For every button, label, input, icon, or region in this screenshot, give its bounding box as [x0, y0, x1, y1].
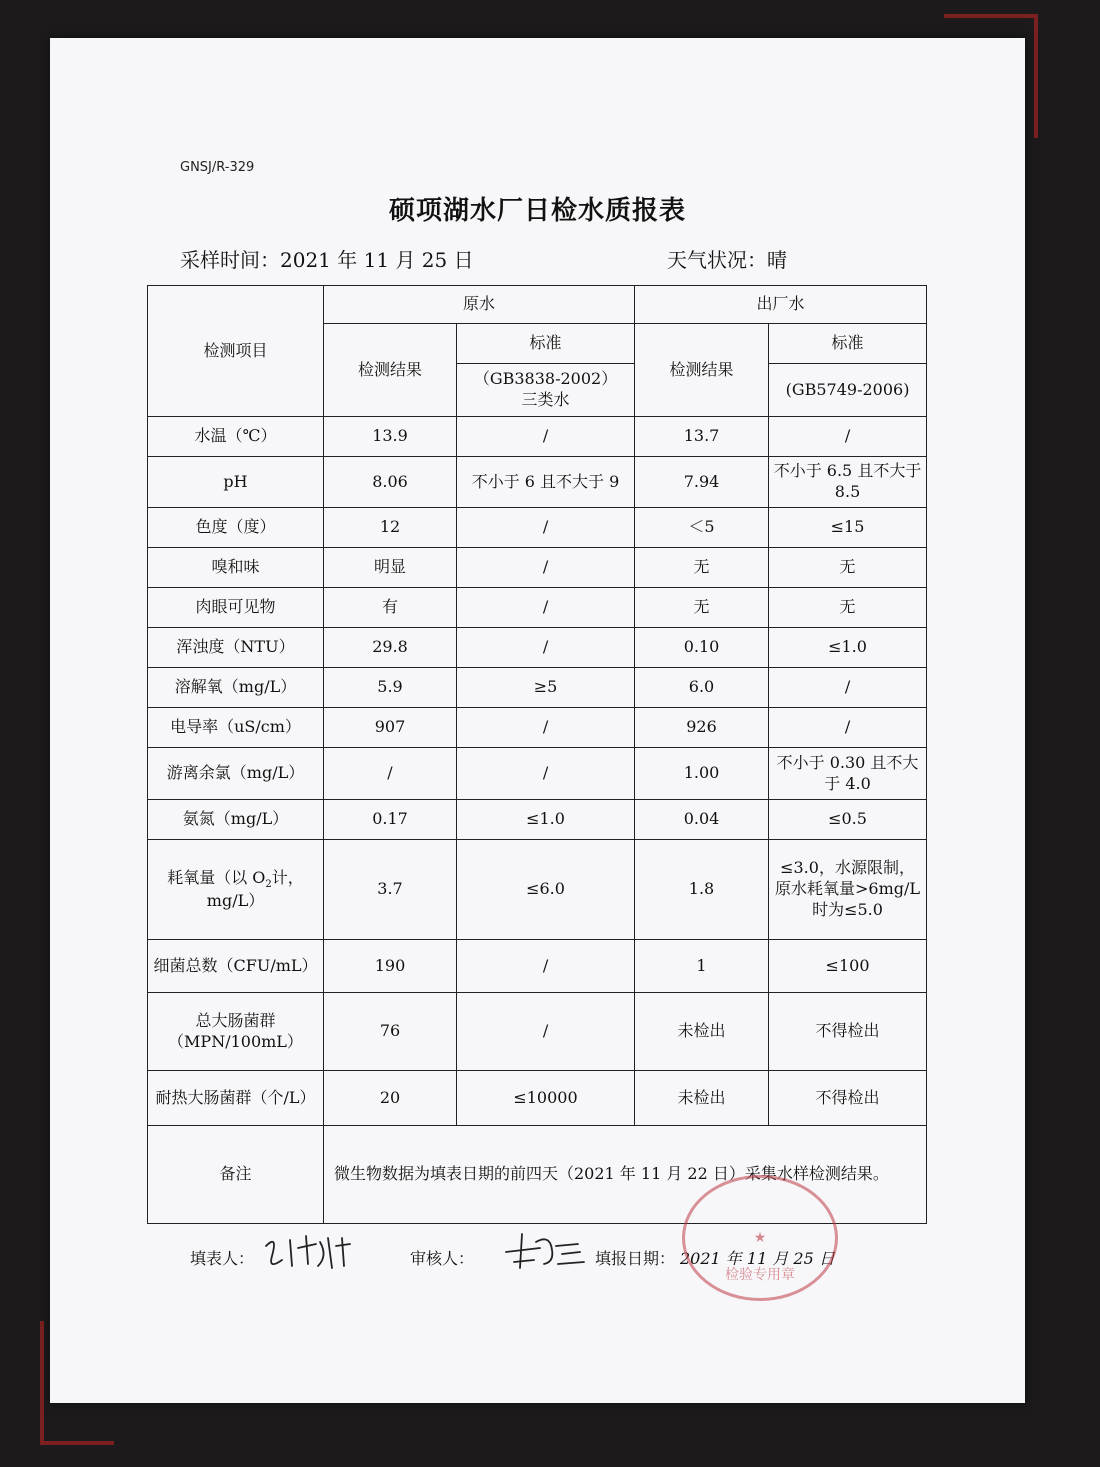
item-name: 总大肠菌群（MPN/100mL） [148, 993, 324, 1071]
out-result: 0.10 [635, 628, 769, 668]
raw-result: 5.9 [324, 668, 457, 708]
table-row [148, 748, 927, 800]
raw-result: 13.9 [324, 417, 457, 457]
item-name: pH [148, 457, 324, 508]
header-raw-result: 检测结果 [324, 324, 457, 417]
out-standard: ≤3.0，水源限制，原水耗氧量>6mg/L 时为≤5.0 [769, 840, 927, 940]
filler-label: 填表人： [190, 1249, 255, 1268]
raw-standard: / [457, 628, 635, 668]
raw-standard: ≥5 [457, 668, 635, 708]
header-out-standard: 标准 [769, 324, 927, 364]
weather: 天气状况：晴 [667, 248, 787, 272]
item-name [148, 840, 324, 940]
item-name-part2: 计，mg/L） [206, 867, 304, 910]
header-treated-water: 出厂水 [635, 286, 927, 324]
water-quality-table [147, 285, 927, 1224]
out-result: 1.8 [635, 840, 769, 940]
raw-standard-class: 三类水 [521, 390, 570, 409]
date-label: 填报日期： [595, 1249, 676, 1268]
out-standard: / [769, 668, 927, 708]
raw-standard: ≤10000 [457, 1071, 635, 1126]
item-name: 溶解氧（mg/L） [148, 668, 324, 708]
header-out-result: 检测结果 [635, 324, 769, 417]
raw-standard: / [457, 748, 635, 800]
table-row [148, 800, 927, 840]
out-result: ＜5 [635, 508, 769, 548]
raw-standard: 不小于 6 且不大于 9 [457, 457, 635, 508]
raw-result: 29.8 [324, 628, 457, 668]
out-result: 无 [635, 588, 769, 628]
out-standard: 无 [769, 548, 927, 588]
item-name: 色度（度） [148, 508, 324, 548]
reviewer-label: 审核人： [410, 1249, 475, 1268]
out-standard: 无 [769, 588, 927, 628]
table-row [148, 940, 927, 993]
svg-text:孙卫娟: 孙卫娟 [258, 1226, 261, 1227]
header-raw-standard: 标准 [457, 324, 635, 364]
table-row [148, 508, 927, 548]
table-row [148, 588, 927, 628]
header-raw-standard-ref [457, 364, 635, 417]
raw-standard: / [457, 417, 635, 457]
raw-standard: / [457, 508, 635, 548]
out-result: 0.04 [635, 800, 769, 840]
seal-text: 检验专用章 [725, 1267, 795, 1283]
out-result: 无 [635, 548, 769, 588]
item-name: 细菌总数（CFU/mL） [148, 940, 324, 993]
raw-result: / [324, 748, 457, 800]
item-name-subscript: 2 [265, 878, 272, 890]
item-name: 浑浊度（NTU） [148, 628, 324, 668]
table-row [148, 840, 927, 940]
table-row [148, 993, 927, 1071]
filler-signature [258, 1226, 358, 1276]
item-name-part1: 耗氧量（以 O [167, 867, 266, 887]
document-code: GNSJ/R-329 [180, 160, 255, 175]
raw-standard-ref: （GB3838-2002） [473, 369, 618, 389]
out-standard: ≤15 [769, 508, 927, 548]
document-title: 硕项湖水厂日检水质报表 [388, 196, 686, 226]
inspection-seal [682, 1175, 838, 1301]
table-row [148, 708, 927, 748]
raw-result: 8.06 [324, 457, 457, 508]
raw-result: 907 [324, 708, 457, 748]
remarks-text: 微生物数据为填表日期的前四天（2021 年 11 月 22 日）采集水样检测结果。 [324, 1126, 927, 1224]
out-standard: ≤0.5 [769, 800, 927, 840]
raw-standard: / [457, 993, 635, 1071]
sampling-time: 采样时间：2021 年 11 月 25 日 [180, 248, 474, 272]
raw-result: 0.17 [324, 800, 457, 840]
out-standard: / [769, 417, 927, 457]
raw-result: 190 [324, 940, 457, 993]
out-standard: 不得检出 [769, 1071, 927, 1126]
report-date: 2021 年 11 月 25 日 [680, 1249, 835, 1268]
raw-standard: / [457, 940, 635, 993]
out-result: 7.94 [635, 457, 769, 508]
out-result: 6.0 [635, 668, 769, 708]
item-name: 肉眼可见物 [148, 588, 324, 628]
header-item: 检测项目 [148, 286, 324, 417]
out-standard: / [769, 708, 927, 748]
seal-star-icon: ★ [753, 1230, 767, 1246]
svg-text:王超: 王超 [500, 1228, 502, 1229]
raw-standard: ≤1.0 [457, 800, 635, 840]
table-row [148, 628, 927, 668]
out-standard: 不小于 6.5 且不大于 8.5 [769, 457, 927, 508]
out-result: 1.00 [635, 748, 769, 800]
table-row [148, 668, 927, 708]
raw-result: 20 [324, 1071, 457, 1126]
raw-result: 有 [324, 588, 457, 628]
item-name: 嗅和味 [148, 548, 324, 588]
out-result: 926 [635, 708, 769, 748]
item-name: 耐热大肠菌群（个/L） [148, 1071, 324, 1126]
raw-standard: ≤6.0 [457, 840, 635, 940]
out-standard: 不小于 0.30 且不大于 4.0 [769, 748, 927, 800]
header-raw-water: 原水 [324, 286, 635, 324]
out-result: 13.7 [635, 417, 769, 457]
raw-standard: / [457, 588, 635, 628]
out-standard: ≤100 [769, 940, 927, 993]
raw-result: 76 [324, 993, 457, 1071]
raw-result: 12 [324, 508, 457, 548]
table-row [148, 457, 927, 508]
reviewer-signature [500, 1228, 590, 1273]
raw-standard: / [457, 708, 635, 748]
remarks-label: 备注 [148, 1126, 324, 1224]
table-row [148, 417, 927, 457]
out-standard: ≤1.0 [769, 628, 927, 668]
header-out-standard-ref: (GB5749-2006) [769, 364, 927, 417]
out-result: 未检出 [635, 1071, 769, 1126]
out-standard: 不得检出 [769, 993, 927, 1071]
item-name: 水温（℃） [148, 417, 324, 457]
table-row [148, 1071, 927, 1126]
item-name: 氨氮（mg/L） [148, 800, 324, 840]
item-name: 游离余氯（mg/L） [148, 748, 324, 800]
out-result: 1 [635, 940, 769, 993]
out-result: 未检出 [635, 993, 769, 1071]
table-row [148, 548, 927, 588]
raw-standard: / [457, 548, 635, 588]
paper-sheet [50, 38, 1025, 1403]
item-name: 电导率（uS/cm） [148, 708, 324, 748]
raw-result: 明显 [324, 548, 457, 588]
raw-result: 3.7 [324, 840, 457, 940]
